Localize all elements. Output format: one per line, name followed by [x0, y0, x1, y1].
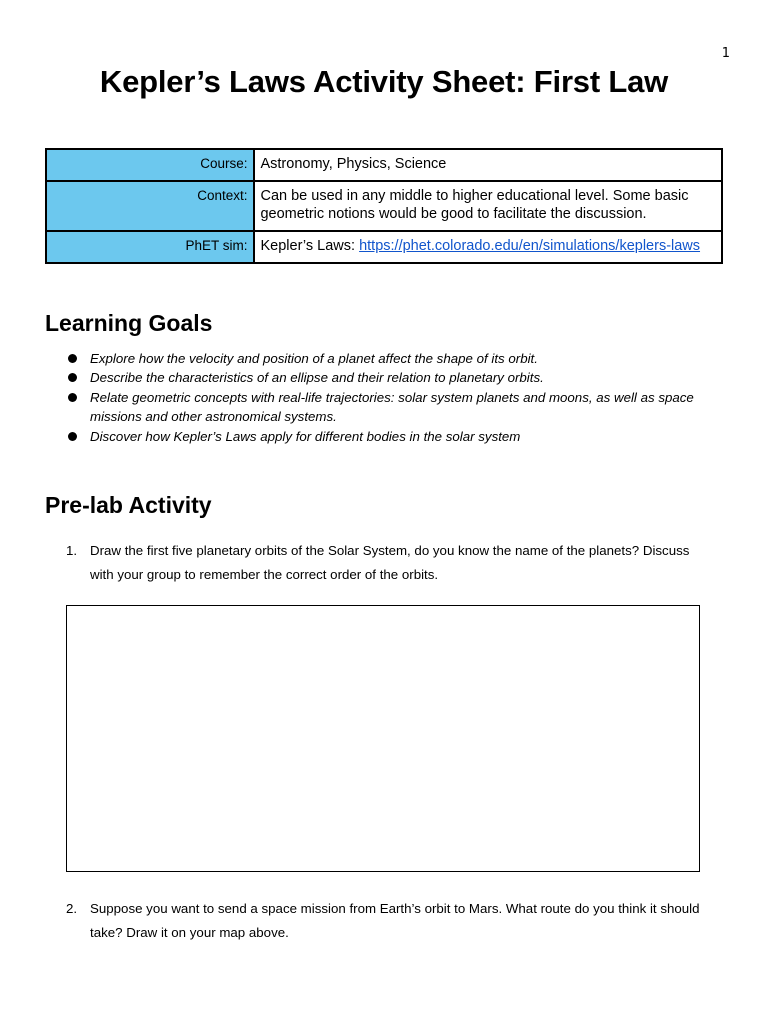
learning-goals-heading: Learning Goals	[45, 310, 213, 336]
course-label: Course:	[46, 149, 254, 181]
phet-sim-link[interactable]: https://phet.colorado.edu/en/simulations/keplers-laws	[359, 238, 701, 254]
bullet-icon	[68, 432, 77, 441]
question-number: 1.	[66, 543, 78, 558]
context-value: Can be used in any middle to higher educational level. Some basic geometric notions would be good to facilitate the discussion.	[254, 181, 722, 231]
question-number: 2.	[66, 901, 78, 916]
list-item	[68, 349, 718, 368]
phet-value	[254, 231, 722, 263]
course-row	[46, 149, 722, 181]
question-text: Suppose you want to send a space mission from Earth’s orbit to Mars. What route do you think it should take? Draw it on your map above.	[90, 901, 700, 940]
phet-label: PhET sim:	[46, 231, 254, 263]
page-title: Kepler’s Laws Activity Sheet: First Law	[99, 64, 669, 99]
bullet-icon	[68, 354, 77, 363]
goal-text: Describe the characteristics of an ellipse and their relation to planetary orbits.	[90, 370, 544, 386]
prelab-heading: Pre-lab Activity	[45, 492, 212, 518]
goal-text: Discover how Kepler’s Laws apply for different bodies in the solar system	[90, 428, 521, 444]
question-2	[66, 897, 716, 944]
phet-row	[46, 231, 722, 263]
bullet-icon	[68, 373, 77, 382]
bullet-icon	[68, 393, 77, 402]
context-label: Context:	[46, 181, 254, 231]
question-text: Draw the first five planetary orbits of the Solar System, do you know the name of the planets? Discuss with your group to remember the correct order of the orbits.	[90, 543, 690, 582]
phet-prefix: Kepler’s Laws:	[260, 238, 360, 254]
list-item	[68, 427, 718, 446]
goal-text: Relate geometric concepts with real-life trajectories: solar system planets and moons, as well as space missions and other astronomical systems.	[90, 389, 694, 425]
info-table	[45, 148, 723, 264]
learning-goals-list	[68, 349, 718, 446]
course-value: Astronomy, Physics, Science	[254, 149, 722, 181]
context-row	[46, 181, 722, 231]
list-item	[68, 388, 718, 427]
drawing-answer-box[interactable]	[66, 605, 700, 872]
list-item	[68, 368, 718, 387]
page-number: 1	[721, 46, 730, 61]
goal-text: Explore how the velocity and position of a planet affect the shape of its orbit.	[90, 351, 538, 366]
question-1	[66, 539, 716, 586]
